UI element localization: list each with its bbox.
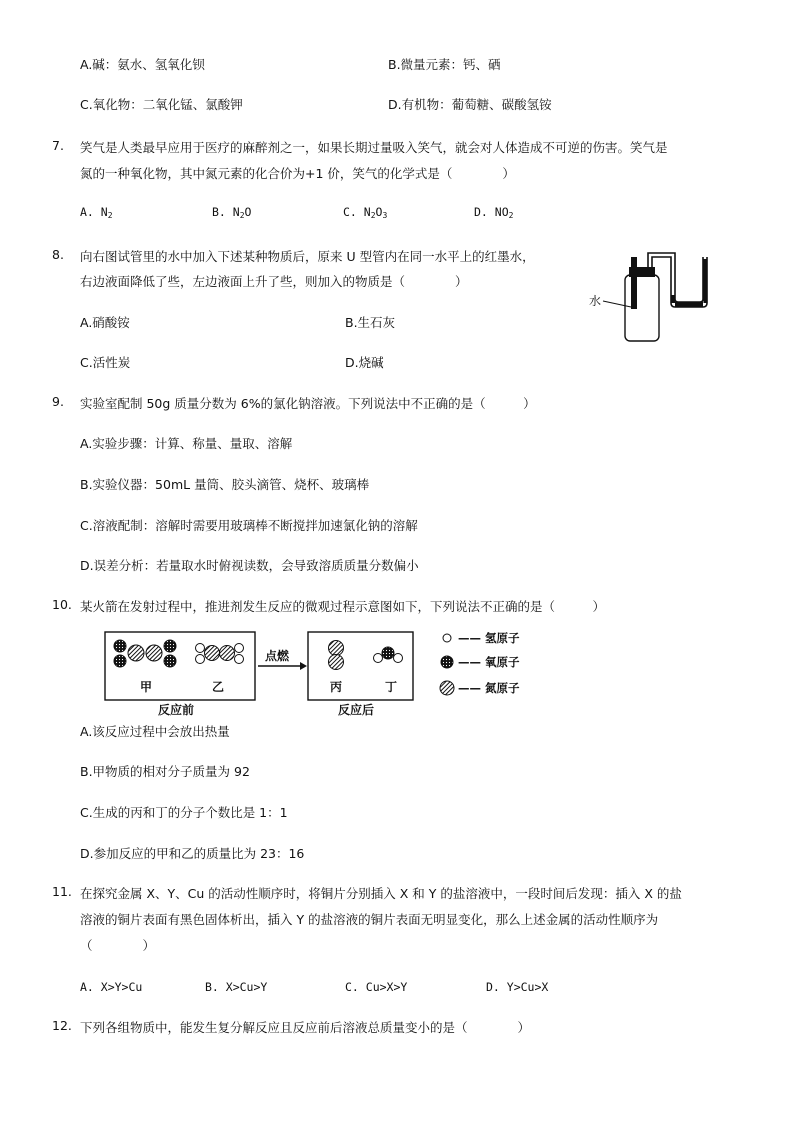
legend-hydrogen-icon: [443, 634, 451, 642]
q8-stem-line2: 右边液面降低了些，左边液面上升了些，则加入的物质是（ ）: [80, 274, 468, 289]
u-tube-apparatus-figure: [585, 245, 725, 345]
q7-option-a: A. $N_2$: [80, 205, 113, 220]
q6-option-a: A.碱：氨水、氢氧化钡: [80, 57, 205, 72]
q9-stem: 实验室配制 50g 质量分数为 6%的氯化钠溶液。下列说法中不正确的是（ ）: [80, 396, 536, 411]
q11-stem-line1: 在探究金属 X、Y、Cu 的活动性顺序时，将铜片分别插入 X 和 Y 的盐溶液中，一段时间后发现：插入 X 的盐: [80, 886, 682, 901]
label-yi: 乙: [212, 680, 225, 694]
q7-option-b: B. $N_2O$: [212, 205, 252, 220]
q6-option-b: B.微量元素：钙、硒: [388, 57, 501, 72]
q8-option-b: B.生石灰: [345, 315, 396, 330]
q8-stem-line1: 向右图试管里的水中加入下述某种物质后，原来 U 型管内在同一水平上的红墨水，: [80, 249, 535, 264]
q7-stem-line2: 氮的一种氧化物，其中氮元素的化合价为+1 价，笑气的化学式是（ ）: [80, 166, 515, 181]
q12-number: 12.: [52, 1018, 72, 1033]
q11-stem-line2: 溶液的铜片表面有黑色固体析出，插入 Y 的盐溶液的铜片表面无明显变化，那么上述金属的活动性顺序为: [80, 912, 659, 927]
q9-option-a: A.实验步骤：计算、称量、量取、溶解: [80, 436, 293, 451]
legend-oxygen: —— 氧原子: [458, 655, 520, 669]
q6-option-c: C.氧化物：二氧化锰、氯酸钾: [80, 97, 243, 112]
label-before: 反应前: [158, 703, 195, 717]
q10-number: 10.: [52, 597, 72, 612]
q9-option-c: C.溶液配制：溶解时需要用玻璃棒不断搅拌加速氯化钠的溶解: [80, 518, 418, 533]
q8-option-d: D.烧碱: [345, 355, 384, 370]
q7-number: 7.: [52, 138, 64, 153]
legend-nitrogen-icon: [440, 681, 454, 695]
q9-option-b: B.实验仪器：50mL 量筒、胶头滴管、烧杯、玻璃棒: [80, 477, 370, 492]
q11-option-d: D. Y>Cu>X: [486, 980, 549, 994]
label-bing: 丙: [330, 680, 343, 694]
legend-oxygen-icon: [441, 656, 453, 668]
reaction-micro-diagram: [100, 628, 540, 720]
label-ding: 丁: [385, 680, 398, 694]
q8-option-a: A.硝酸铵: [80, 315, 130, 330]
q12-stem: 下列各组物质中，能发生复分解反应且反应前后溶液总质量变小的是（ ）: [80, 1020, 531, 1035]
q10-option-d: D.参加反应的甲和乙的质量比为 23：16: [80, 846, 305, 861]
q7-option-c: C. $N_2O_3$: [343, 205, 388, 220]
q11-stem-line3: （ ）: [80, 938, 156, 953]
q10-option-a: A.该反应过程中会放出热量: [80, 724, 230, 739]
label-ignite: 点燃: [265, 649, 290, 663]
water-label: 水: [589, 294, 602, 308]
q7-option-d: D. $NO_2$: [474, 205, 514, 220]
legend-nitrogen: —— 氮原子: [458, 681, 520, 695]
q9-option-d: D.误差分析：若量取水时俯视读数，会导致溶质质量分数偏小: [80, 558, 419, 573]
label-after: 反应后: [338, 703, 375, 717]
label-jia: 甲: [140, 680, 153, 694]
q8-number: 8.: [52, 247, 64, 262]
q10-option-c: C.生成的丙和丁的分子个数比是 1：1: [80, 805, 288, 820]
q11-option-a: A. X>Y>Cu: [80, 980, 143, 994]
q6-option-d: D.有机物：葡萄糖、碳酸氢铵: [388, 97, 552, 112]
legend-hydrogen: —— 氢原子: [458, 631, 520, 645]
q10-stem: 某火箭在发射过程中，推进剂发生反应的微观过程示意图如下，下列说法不正确的是（ ）: [80, 599, 606, 614]
q11-option-c: C. Cu>X>Y: [345, 980, 408, 994]
q7-stem-line1: 笑气是人类最早应用于医疗的麻醉剂之一，如果长期过量吸入笑气，就会对人体造成不可逆的伤害。笑气是: [80, 140, 668, 155]
q9-number: 9.: [52, 394, 64, 409]
q8-option-c: C.活性炭: [80, 355, 131, 370]
q11-number: 11.: [52, 884, 72, 899]
q10-option-b: B.甲物质的相对分子质量为 92: [80, 764, 250, 779]
q11-option-b: B. X>Cu>Y: [205, 980, 268, 994]
